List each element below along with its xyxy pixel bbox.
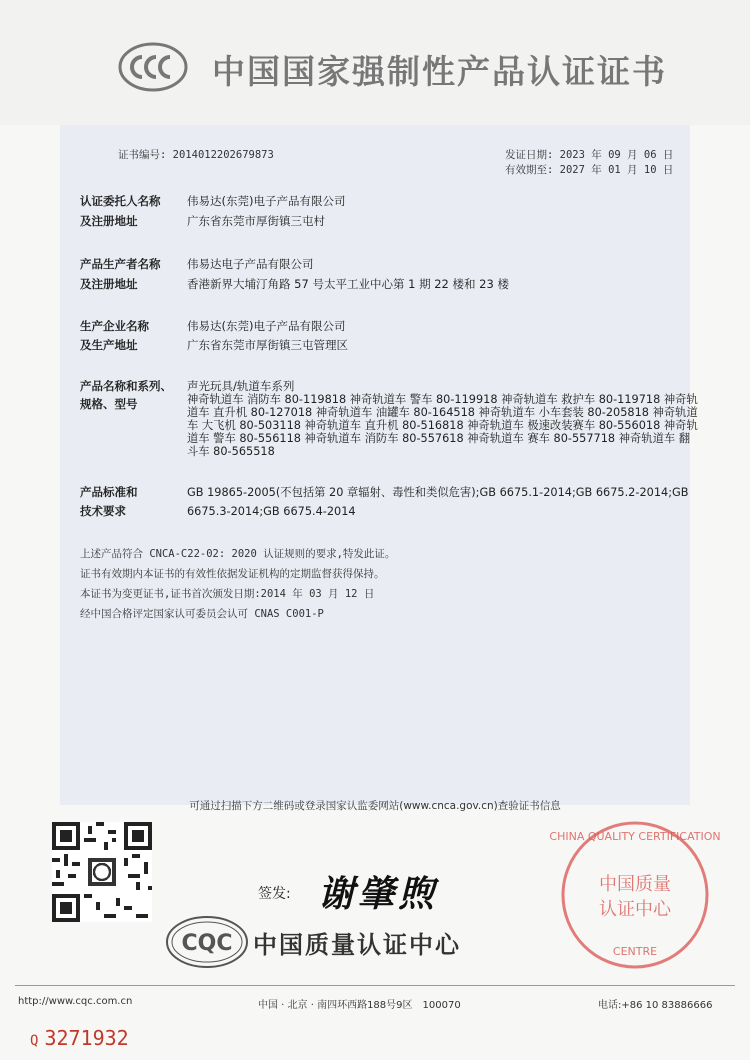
cert-number-value: 2014012202679873	[172, 149, 274, 161]
svg-text:中国质量: 中国质量	[599, 874, 671, 895]
note-line: 本证书为变更证书,证书首次颁发日期:2014 年 03 月 12 日	[80, 588, 375, 600]
factory-address-label: 及生产地址	[80, 338, 138, 352]
valid-date-value: 2027 年 01 月 10 日	[559, 164, 674, 176]
signature: 谢肇煦	[318, 873, 439, 915]
note-line: 经中国合格评定国家认可委员会认可 CNAS C001-P	[80, 608, 324, 620]
standards-label-line2: 技术要求	[80, 504, 126, 518]
footer-address: 中国 · 北京 · 南四环西路188号9区 100070	[258, 1000, 461, 1011]
standards-label-line1: 产品标准和	[80, 485, 138, 499]
valid-date-row	[505, 162, 673, 177]
cert-number-label: 证书编号:	[118, 149, 167, 161]
factory-name-label: 生产企业名称	[80, 319, 149, 333]
cqc-logo-text: CQC	[181, 931, 233, 956]
svg-text:CHINA QUALITY CERTIFICATION: CHINA QUALITY CERTIFICATION	[549, 830, 721, 843]
serial-digits: 3271932	[44, 1026, 129, 1050]
issue-date-label: 发证日期:	[505, 149, 554, 161]
issue-date-row	[505, 147, 673, 162]
signature-label: 签发:	[258, 886, 291, 902]
valid-date-label: 有效期至:	[505, 164, 554, 176]
certificate-title: 中国国家强制性产品认证证书	[212, 52, 667, 91]
standards-text: GB 19865-2005(不包括第 20 章辐射、毒性和类似危害);GB 6675.1-2014;GB 6675.2-2014;GB 6675.3-2014;GB 6675.4-2014	[187, 486, 689, 518]
verify-instruction: 可通过扫描下方二维码或登录国家认监委网站(www.cnca.gov.cn)查验证书信息	[189, 800, 561, 812]
applicant-name-label: 认证委托人名称	[80, 194, 161, 208]
footer-website[interactable]: http://www.cqc.com.cn	[18, 996, 133, 1007]
issue-date-value: 2023 年 09 月 06 日	[559, 149, 674, 161]
manufacturer-address-label: 及注册地址	[80, 277, 138, 291]
manufacturer-name: 伟易达电子产品有限公司	[187, 257, 314, 271]
certification-seal-icon	[549, 820, 721, 970]
applicant-address: 广东省东莞市厚街镇三屯村	[187, 214, 325, 228]
factory-address: 广东省东莞市厚街镇三屯管理区	[187, 338, 348, 352]
product-name: 声光玩具/轨道车系列	[187, 379, 295, 393]
note-line: 证书有效期内本证书的有效性依据发证机构的定期监督获得保持。	[80, 568, 385, 580]
applicant-address-label: 及注册地址	[80, 214, 138, 228]
svg-text:CENTRE: CENTRE	[612, 945, 658, 958]
applicant-name: 伟易达(东莞)电子产品有限公司	[187, 194, 346, 208]
manufacturer-name-label: 产品生产者名称	[80, 257, 161, 271]
product-models: 神奇轨道车 消防车 80-119818 神奇轨道车 警车 80-119918 神奇轨道车 救护车 80-119718 神奇轨道车 直升机 80-127018 神奇轨道车 油罐车 80-164518 神奇轨道车 小车套装 80-205818 神奇轨道车 大飞机 80-503118 神奇轨道车 直升机 80-516818 神奇轨道车 极速改装赛车 80-556018 神奇轨道车 警车 80-556118 神奇轨道车 消防车 80-557618 神奇轨道车 赛车 80-557718 神奇轨道车 翻斗车 80-565518	[187, 393, 698, 458]
product-label-line2: 规格、型号	[80, 397, 138, 411]
serial-prefix: Q	[30, 1033, 39, 1049]
issuer-name: 中国质量认证中心	[253, 931, 461, 959]
footer-phone: 电话:+86 10 83886666	[598, 1000, 713, 1011]
product-label-line1: 产品名称和系列、	[80, 379, 172, 393]
manufacturer-address: 香港新界大埔汀角路 57 号太平工业中心第 1 期 22 楼和 23 楼	[187, 277, 509, 291]
svg-text:认证中心: 认证中心	[599, 899, 671, 920]
serial-number	[30, 1026, 129, 1050]
cert-number-row	[118, 147, 274, 162]
factory-name: 伟易达(东莞)电子产品有限公司	[187, 319, 346, 333]
note-line: 上述产品符合 CNCA-C22-02: 2020 认证规则的要求,特发此证。	[80, 548, 396, 560]
ccc-logo-icon	[118, 42, 188, 92]
qr-code-icon[interactable]	[52, 822, 152, 922]
cqc-logo-icon	[165, 915, 250, 970]
footer-divider	[15, 985, 735, 986]
